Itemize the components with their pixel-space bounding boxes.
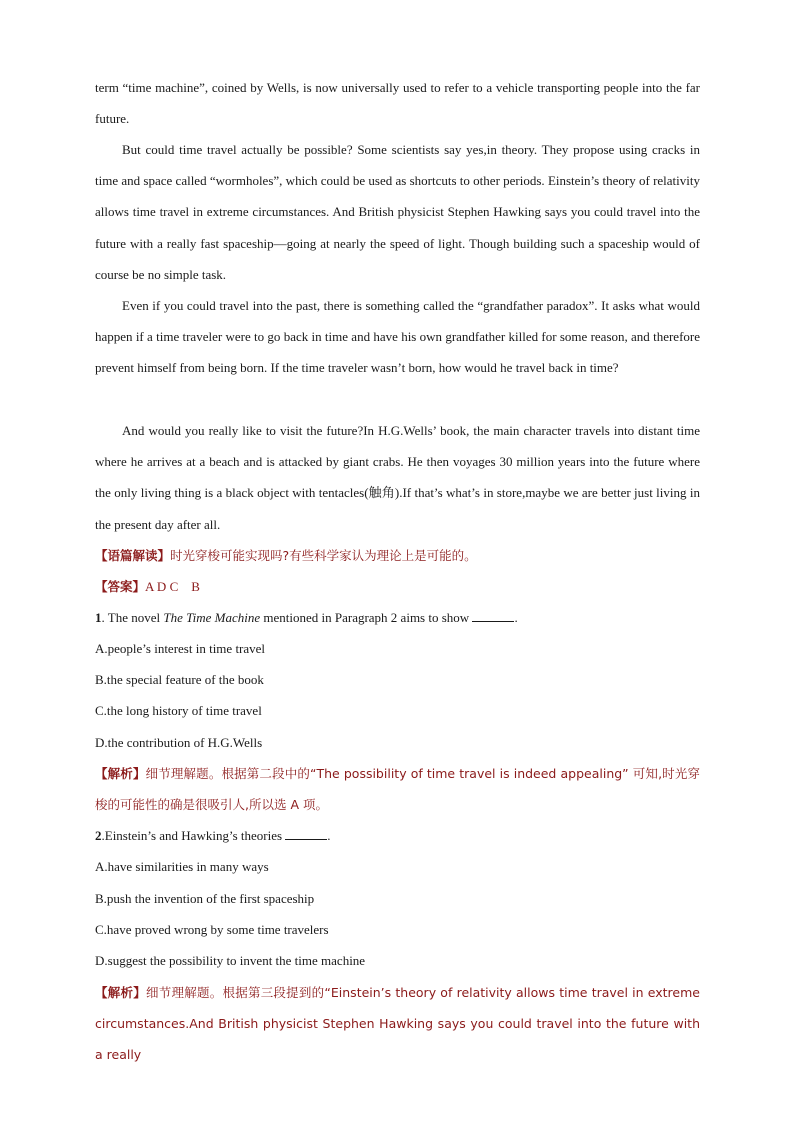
- question-text: .: [327, 828, 331, 843]
- passage-paragraph-1: [95, 134, 700, 290]
- question-text: mentioned in Paragraph 2 aims to show: [260, 610, 473, 625]
- question-number: 2: [95, 828, 102, 843]
- passage-paragraph-0: [95, 72, 700, 134]
- question-1-analysis: [95, 758, 700, 820]
- answer-text: A D C B: [145, 579, 200, 594]
- question-1-option-c: C.the long history of time travel: [95, 703, 262, 718]
- question-1-option-b: B.the special feature of the book: [95, 672, 264, 687]
- answer-blank: [285, 827, 327, 840]
- question-2-option-c: C.have proved wrong by some time travelers: [95, 922, 329, 937]
- question-2-option-a: A.have similarities in many ways: [95, 859, 269, 874]
- question-2-option-d: D.suggest the possibility to invent the time machine: [95, 953, 366, 968]
- question-number: 1: [95, 610, 102, 625]
- passage-text: And would you really like to visit the future?In H.G.Wells’ book, the main character travels into distant time where he arrives at a beach and is attacked by giant crabs. He then voyages 30 million years into the future where the only living thing is a black object with tentacles(触角).If that’s what’s in store,maybe we are better just living in the present day after all.: [95, 423, 700, 532]
- passage-text: Even if you could travel into the past, there is something called the “grandfather paradox”. It asks what would happen if a time traveler were to go back in time and have his own grandfather killed for some reason, and therefore prevent himself from being born. If the time traveler wasn’t born, how would he travel back in time?: [95, 298, 700, 376]
- question-text: . The novel: [101, 610, 164, 625]
- analysis-text: 细节理解题。根据第二段中的“The possibility of time travel is indeed appealing” 可知,时光穿梭的可能性的确是很吸引人,所以选 A 项。: [95, 766, 700, 813]
- passage-paragraph-3: [95, 415, 700, 540]
- analysis-tag: 【解析】: [95, 985, 146, 1000]
- question-1-option-a: A.people’s interest in time travel: [95, 641, 266, 656]
- interpretation-tag: 【语篇解读】: [95, 548, 171, 563]
- passage-paragraph-2: [95, 290, 700, 384]
- passage-text: term “time machine”, coined by Wells, is now universally used to refer to a vehicle transporting people into the far future.: [95, 80, 700, 127]
- question-2-option-b: B.push the invention of the first spaceship: [95, 891, 315, 906]
- passage-interpretation: [95, 546, 700, 566]
- question-1-stem: [95, 608, 700, 628]
- answer-tag: 【答案】: [95, 579, 146, 594]
- answer-key: [95, 577, 700, 597]
- analysis-tag: 【解析】: [95, 766, 146, 781]
- question-2-stem: [95, 826, 700, 846]
- question-text: .Einstein’s and Hawking’s theories: [101, 828, 286, 843]
- interpretation-text: 时光穿梭可能实现吗?有些科学家认为理论上是可能的。: [170, 548, 477, 563]
- analysis-text: 细节理解题。根据第三段提到的“Einstein’s theory of relativity allows time travel in extreme circumstances.And British physicist Stephen Hawking says you could travel into the future with a really: [95, 985, 700, 1063]
- passage-text: But could time travel actually be possible? Some scientists say yes,in theory. They propose using cracks in time and space called “wormholes”, which could be used as shortcuts to other periods. Einstein’s theory of relativity allows time travel in extreme circumstances. And British physicist Stephen Hawking says you could travel into the future with a really fast spaceship—going at nearly the speed of light. Though building such a spaceship would of course be no simple task.: [95, 142, 700, 282]
- book-title: The Time Machine: [163, 610, 261, 625]
- question-1-option-d: D.the contribution of H.G.Wells: [95, 735, 263, 750]
- answer-blank: [472, 609, 514, 622]
- question-2-analysis: [95, 977, 700, 1071]
- question-text: .: [514, 610, 518, 625]
